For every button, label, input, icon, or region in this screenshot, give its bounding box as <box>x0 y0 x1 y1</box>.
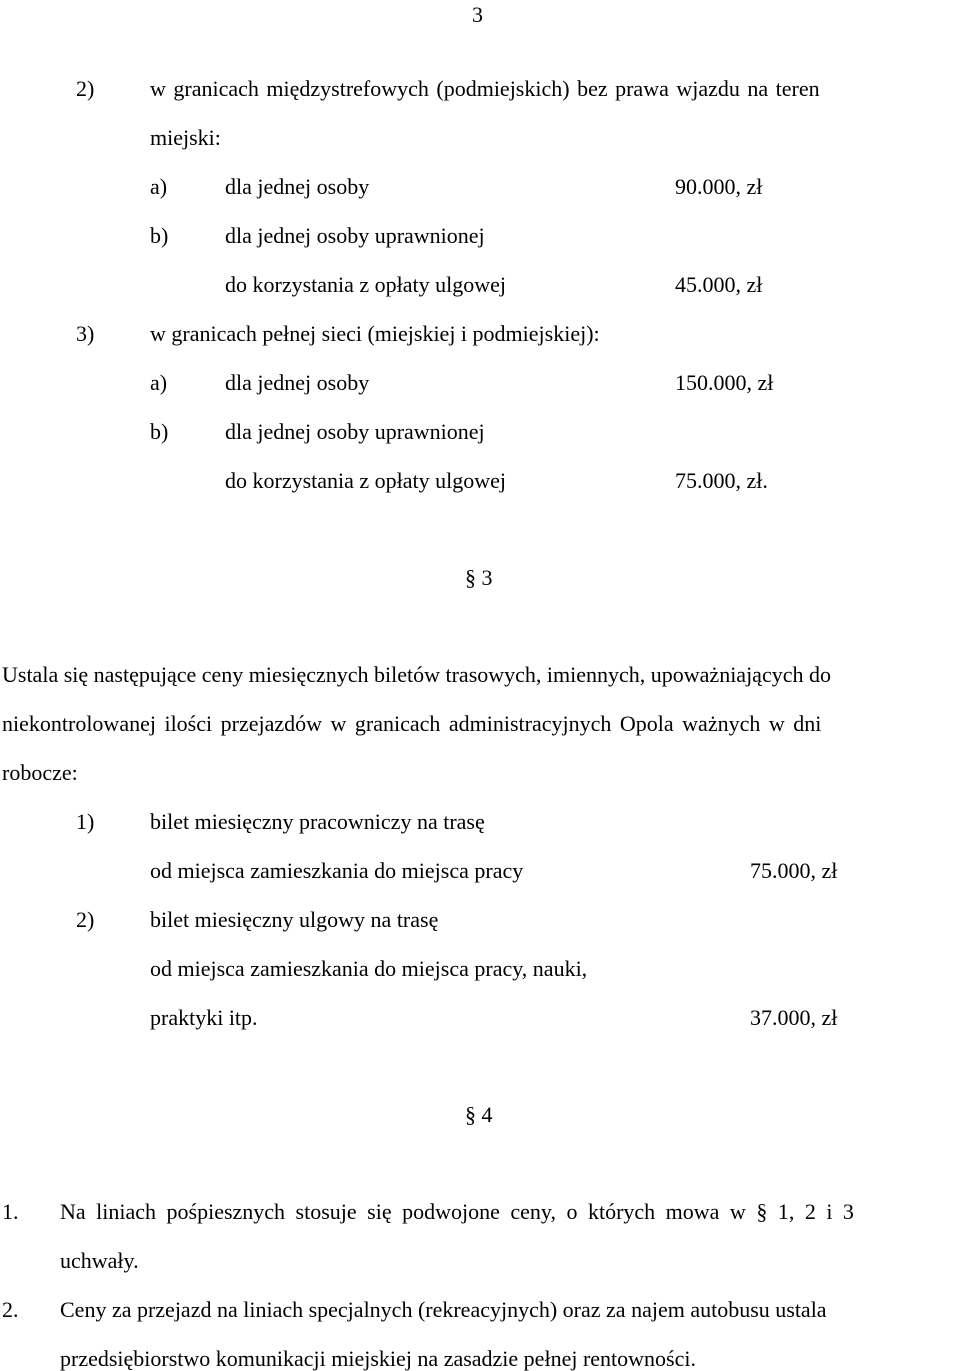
paragraph-number: 2. <box>2 1297 19 1322</box>
price: 75.000, zł. <box>675 468 768 493</box>
list-number: 1) <box>76 809 95 834</box>
list-item-text: bilet miesięczny ulgowy na trasę <box>150 907 439 932</box>
list-item-text: w granicach międzystrefowych (podmiejskich) bez prawa wjazdu na teren <box>150 76 820 101</box>
list-item-text: bilet miesięczny pracowniczy na trasę <box>150 809 485 834</box>
page-number: 3 <box>472 2 483 27</box>
sub-item-text: dla jednej osoby uprawnionej <box>225 223 485 248</box>
section-heading: § 3 <box>465 565 493 590</box>
list-number: 2) <box>76 76 95 101</box>
list-number: 2) <box>76 907 95 932</box>
sub-letter: b) <box>150 223 169 248</box>
list-number: 3) <box>76 321 95 346</box>
price: 37.000, zł <box>750 1005 838 1030</box>
price: 75.000, zł <box>750 858 838 883</box>
paragraph-line: Ustala się następujące ceny miesięcznych biletów trasowych, imiennych, upoważniających do <box>2 662 831 687</box>
paragraph-line: Ceny za przejazd na liniach specjalnych (rekreacyjnych) oraz za najem autobusu ustala <box>60 1297 827 1322</box>
section-heading: § 4 <box>465 1102 493 1127</box>
price: 150.000, zł <box>675 370 774 395</box>
sub-item-text: dla jednej osoby uprawnionej <box>225 419 485 444</box>
list-item-text: od miejsca zamieszkania do miejsca pracy, nauki, <box>150 956 588 981</box>
paragraph-line: robocze: <box>2 760 78 785</box>
list-item-text: w granicach pełnej sieci (miejskiej i podmiejskiej): <box>150 321 600 346</box>
paragraph-number: 1. <box>2 1199 19 1224</box>
price: 45.000, zł <box>675 272 763 297</box>
sub-item-text: dla jednej osoby <box>225 370 370 395</box>
paragraph-line: Na liniach pośpiesznych stosuje się podwojone ceny, o których mowa w § 1, 2 i 3 <box>60 1199 854 1224</box>
list-item-text: miejski: <box>150 125 221 150</box>
paragraph-line: przedsiębiorstwo komunikacji miejskiej na zasadzie pełnej rentowności. <box>60 1346 696 1371</box>
sub-letter: a) <box>150 174 168 199</box>
sub-item-text: do korzystania z opłaty ulgowej <box>225 272 507 297</box>
paragraph-line: niekontrolowanej ilości przejazdów w granicach administracyjnych Opola ważnych w dni <box>2 711 822 736</box>
sub-item-text: dla jednej osoby <box>225 174 370 199</box>
sub-item-text: do korzystania z opłaty ulgowej <box>225 468 507 493</box>
list-item-text: praktyki itp. <box>150 1005 258 1030</box>
sub-letter: a) <box>150 370 168 395</box>
price: 90.000, zł <box>675 174 763 199</box>
list-item-text: od miejsca zamieszkania do miejsca pracy <box>150 858 524 883</box>
paragraph-line: uchwały. <box>60 1248 139 1273</box>
sub-letter: b) <box>150 419 169 444</box>
